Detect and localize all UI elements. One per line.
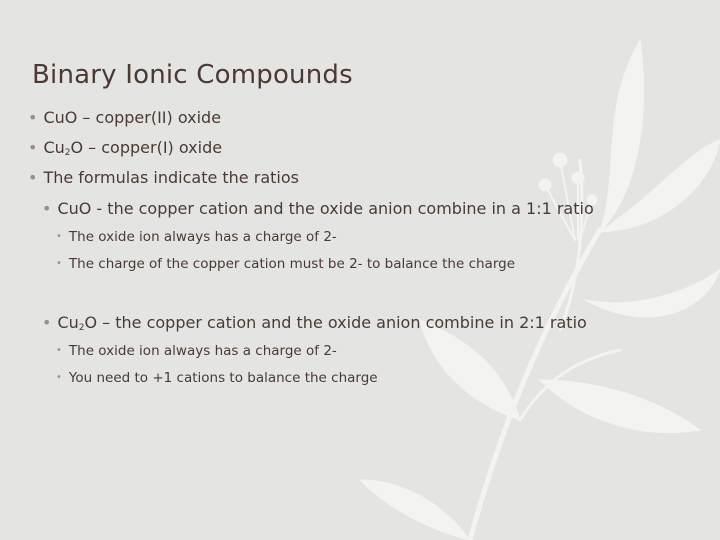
- bullet-text-post: O – copper(I) oxide: [70, 138, 223, 157]
- bullet-oxide-charge-1: [56, 229, 337, 245]
- bullet-text: CuO - the copper cation and the oxide anion combine in a 1:1 ratio: [57, 199, 594, 218]
- bullet-plus-one-cations: [56, 370, 378, 386]
- bullet-text-post: O – copper(II) oxide: [64, 108, 222, 127]
- bullet-marker: •: [28, 138, 38, 157]
- bullet-copper-charge: [56, 256, 515, 272]
- bullet-marker: •: [28, 108, 38, 127]
- bullet-marker: •: [56, 258, 62, 269]
- bullet-marker: •: [56, 372, 62, 383]
- bullet-cu2o: [28, 138, 222, 158]
- bullet-text: The charge of the copper cation must be 2- to balance the charge: [68, 256, 516, 272]
- bullet-text-post: O – the copper cation and the oxide anion combine in 2:1 ratio: [84, 313, 587, 332]
- subscript: 2: [64, 148, 71, 158]
- bullet-marker: •: [56, 231, 62, 242]
- bullet-oxide-charge-2: [56, 343, 337, 359]
- bullet-text: You need to +1 cations to balance the charge: [68, 370, 378, 386]
- bullet-marker: •: [42, 313, 52, 332]
- bullet-text: The oxide ion always has a charge of 2-: [68, 229, 337, 245]
- bullet-cuo-ratio: [42, 199, 594, 218]
- bullet-text: The formulas indicate the ratios: [43, 168, 299, 187]
- bullet-cu2o-ratio: [42, 313, 587, 333]
- subscript: 2: [78, 323, 85, 333]
- bullet-cuo: [28, 108, 221, 127]
- bullet-text-pre: Cu: [43, 138, 65, 157]
- bullet-marker: •: [56, 345, 62, 356]
- bullet-formulas-ratios: [28, 168, 299, 187]
- bullet-text-pre: Cu: [57, 313, 79, 332]
- slide-title: Binary Ionic Compounds: [32, 60, 353, 90]
- bullet-marker: •: [42, 199, 52, 218]
- bullet-marker: •: [28, 168, 38, 187]
- bullet-text: The oxide ion always has a charge of 2-: [68, 343, 337, 359]
- bullet-text-pre: Cu: [43, 108, 65, 127]
